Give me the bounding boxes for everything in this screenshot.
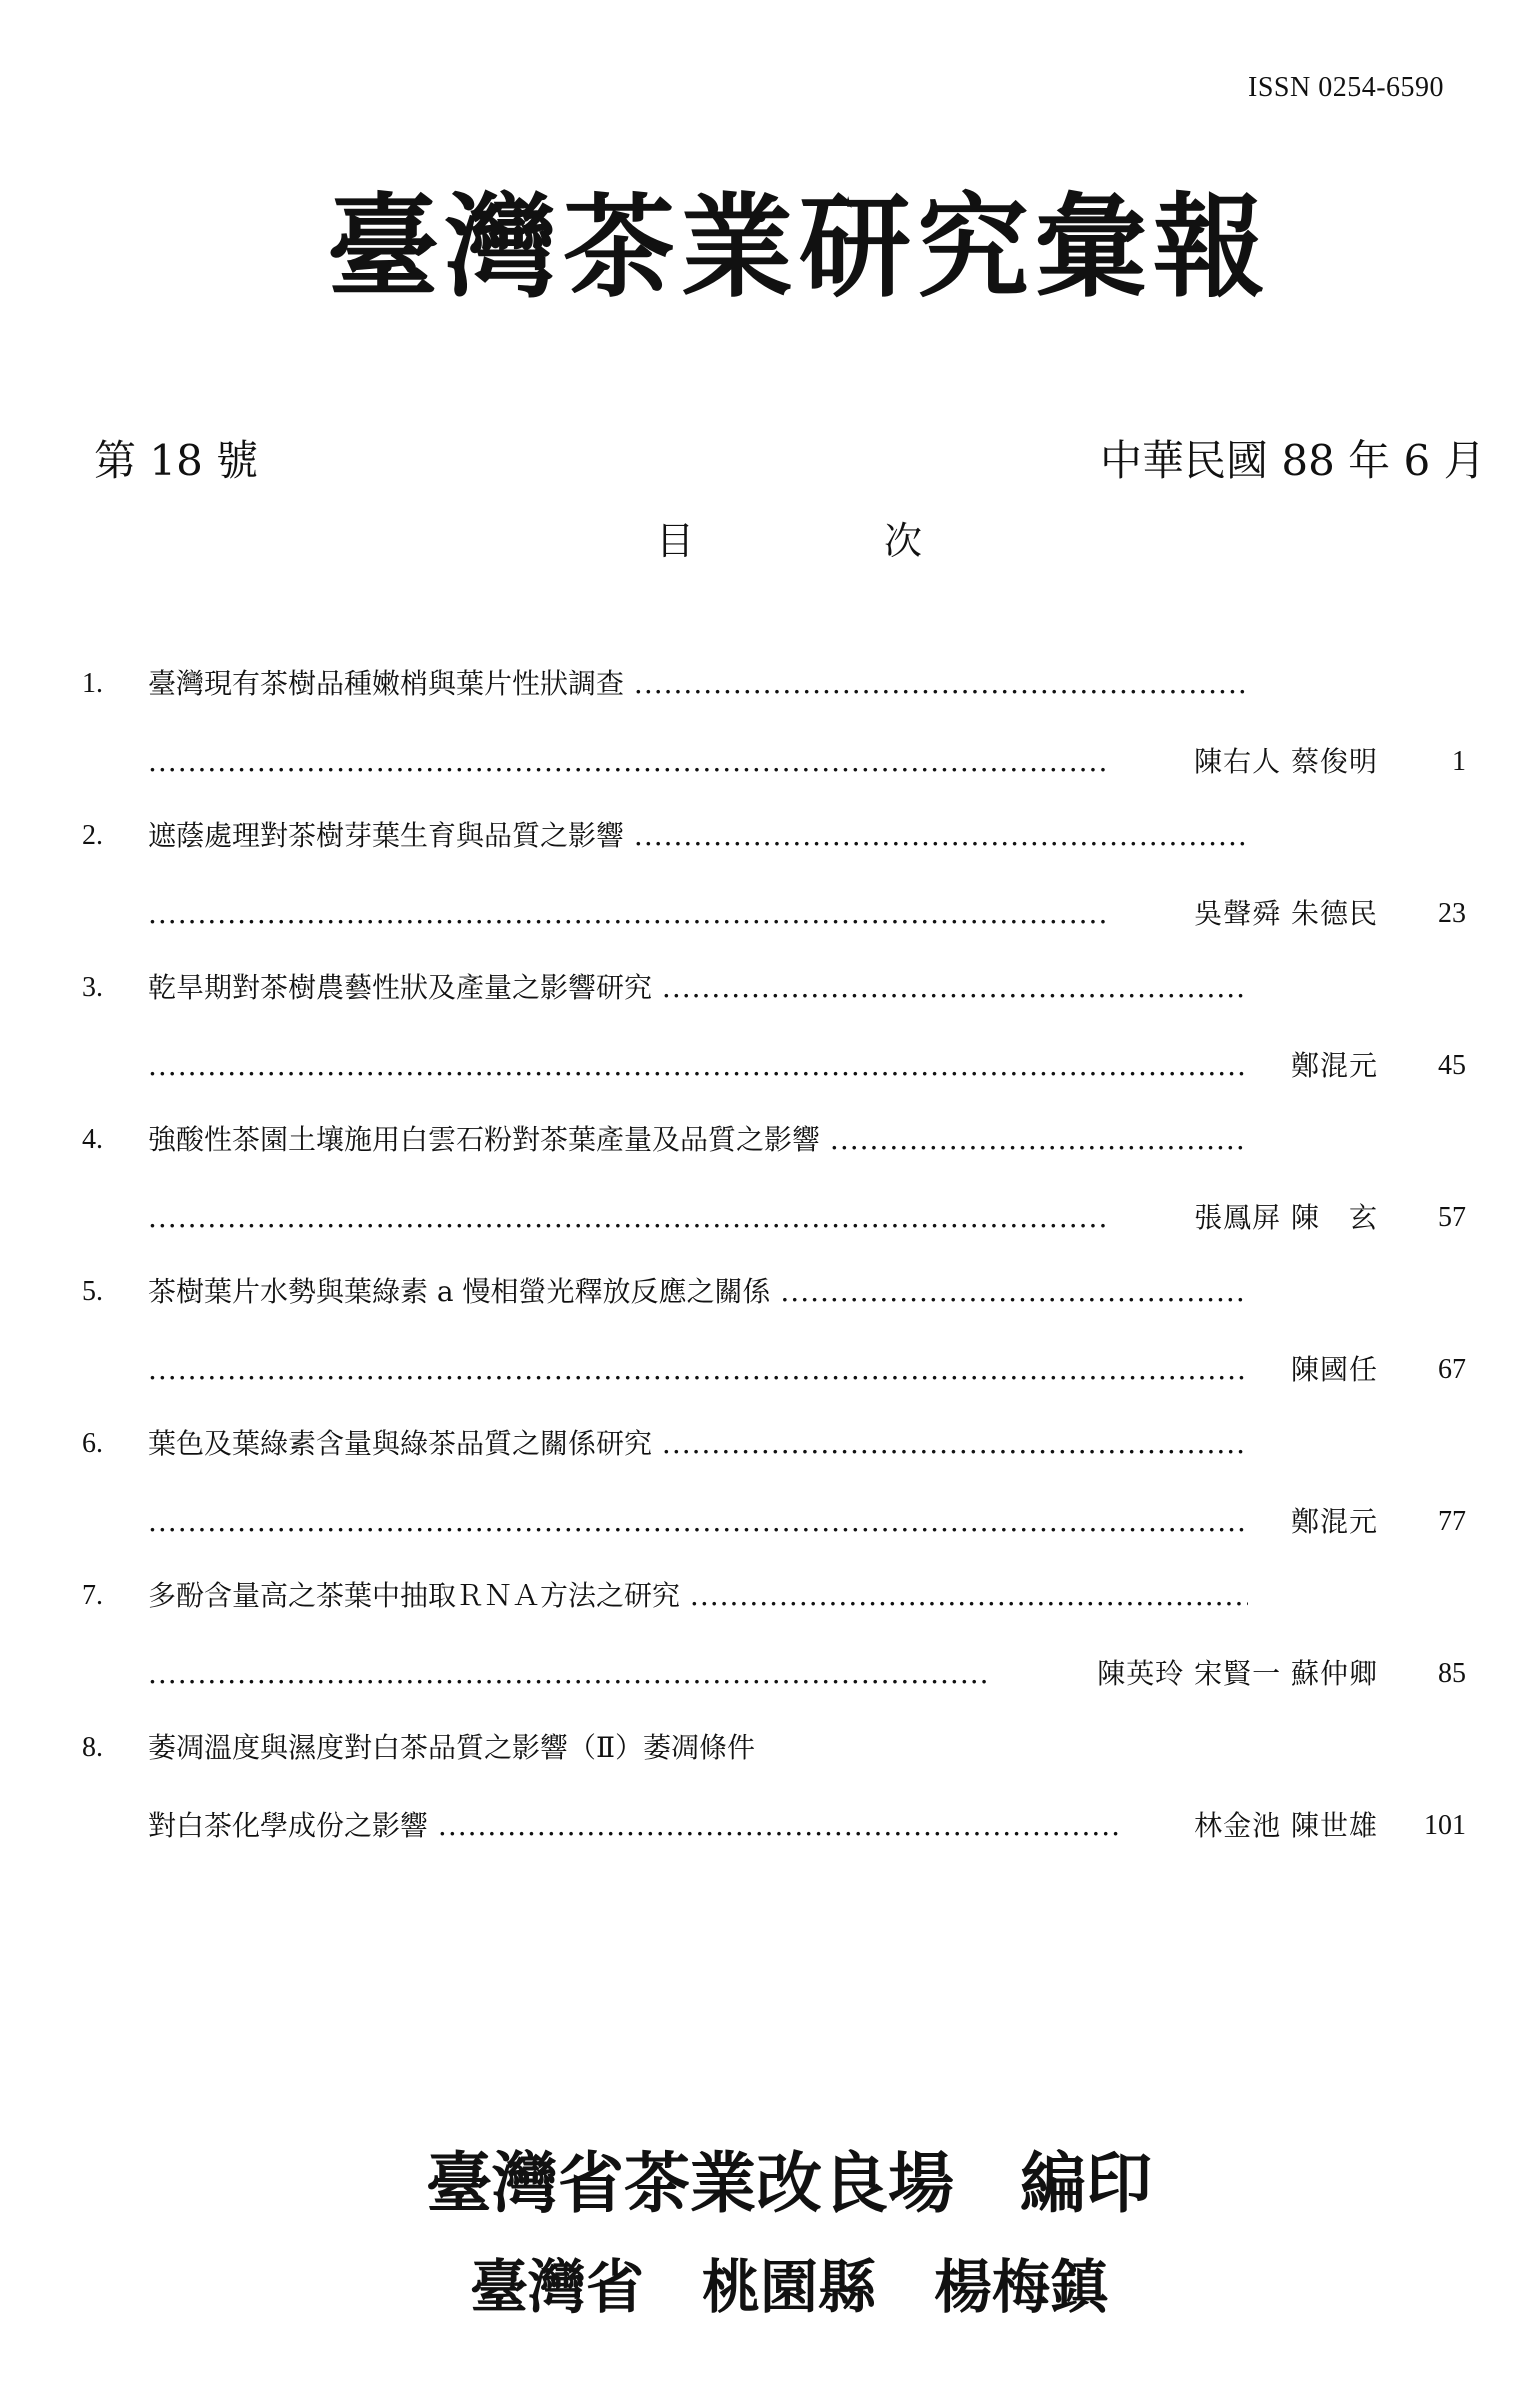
toc-entry-number: 8. [82,1732,103,1763]
toc-leader-dots [148,1350,1248,1390]
toc-leader-dots [148,742,1108,782]
toc-leader-dots [148,1198,1108,1238]
toc-entry-number: 6. [82,1428,103,1459]
toc-entry-page[interactable]: 23 [1438,898,1466,929]
toc-entry-number: 5. [82,1276,103,1307]
toc-entry-number: 2. [82,820,103,851]
toc-entry-7-author-line [0,1654,1538,1694]
toc-leader-dots [148,1502,1248,1542]
toc-leader-dots [148,1046,1248,1086]
toc-entry-authors: 張鳳屏 陳 玄 [1194,1201,1378,1234]
toc-entry-title[interactable]: 茶樹葉片水勢與葉綠素 a 慢相螢光釋放反應之關係 ..... [148,1272,1248,1312]
issue-number: 第 18 號 [94,436,259,485]
publisher-address: 臺灣省 桃園縣 楊梅鎮 [469,2253,1108,2321]
toc-entry-1-author-line [0,742,1538,782]
toc-entry-title[interactable]: 多酚含量高之茶葉中抽取ＲＮＡ方法之研究 ..... [148,1576,1248,1616]
toc-entry-page[interactable]: 101 [1424,1810,1466,1841]
toc-entry-number: 3. [82,972,103,1003]
toc-leader-dots [148,894,1108,934]
toc-entry-5-author-line [0,1350,1538,1390]
toc-entry-authors: 鄭混元 [1290,1505,1378,1538]
toc-heading: 目次 [656,519,1113,563]
toc-entry-authors: 鄭混元 [1290,1049,1378,1082]
toc-entry-authors: 陳右人 蔡俊明 [1194,745,1378,778]
toc-entry-page[interactable]: 1 [1452,746,1466,777]
toc-entry-authors: 陳國任 [1290,1353,1378,1386]
toc-entry-4-author-line [0,1198,1538,1238]
toc-entry-title[interactable]: 乾旱期對茶樹農藝性狀及產量之影響研究 ..... [148,968,1248,1008]
toc-entry-authors: 陳英玲 宋賢一 蘇仲卿 [1097,1657,1378,1690]
journal-title: 臺灣茶業研究彙報 [327,182,1271,313]
toc-entry-title-continued[interactable]: 對白茶化學成份之影響 ..... [148,1806,1118,1846]
toc-entry-title[interactable]: 遮蔭處理對茶樹芽葉生育與品質之影響 ..... [148,816,1248,856]
toc-entry-number: 4. [82,1124,103,1155]
toc-entry-8-author-line [0,1806,1538,1846]
toc-entry-title[interactable]: 葉色及葉綠素含量與綠茶品質之關係研究 ..... [148,1424,1248,1464]
toc-entry-number: 1. [82,668,103,699]
toc-entry-title[interactable]: 萎凋溫度與濕度對白茶品質之影響（Ⅱ）萎凋條件 [148,1731,756,1764]
toc-entry-page[interactable]: 67 [1438,1354,1466,1385]
toc-entry-page[interactable]: 45 [1438,1050,1466,1081]
toc-entry-title[interactable]: 臺灣現有茶樹品種嫩梢與葉片性狀調查 ..... [148,664,1248,704]
toc-entry-page[interactable]: 77 [1438,1506,1466,1537]
toc-entry-6-author-line [0,1502,1538,1542]
publisher: 臺灣省茶業改良場 編印 [426,2144,1152,2222]
issn-number: ISSN 0254-6590 [1248,72,1445,103]
toc-leader-dots [148,1654,988,1694]
toc-entry-3-author-line [0,1046,1538,1086]
toc-entry-authors: 吳聲舜 朱德民 [1194,897,1378,930]
toc-entry-2-author-line [0,894,1538,934]
toc-entry-page[interactable]: 85 [1438,1658,1466,1689]
issue-date: 中華民國 88 年 6 月 [1100,436,1486,485]
toc-entry-authors: 林金池 陳世雄 [1194,1809,1378,1842]
toc-entry-number: 7. [82,1580,103,1611]
toc-entry-page[interactable]: 57 [1438,1202,1466,1233]
toc-entry-title[interactable]: 強酸性茶園土壤施用白雲石粉對茶葉產量及品質之影響 ..... [148,1120,1248,1160]
toc-entry-8-title-line [0,1728,1538,1768]
